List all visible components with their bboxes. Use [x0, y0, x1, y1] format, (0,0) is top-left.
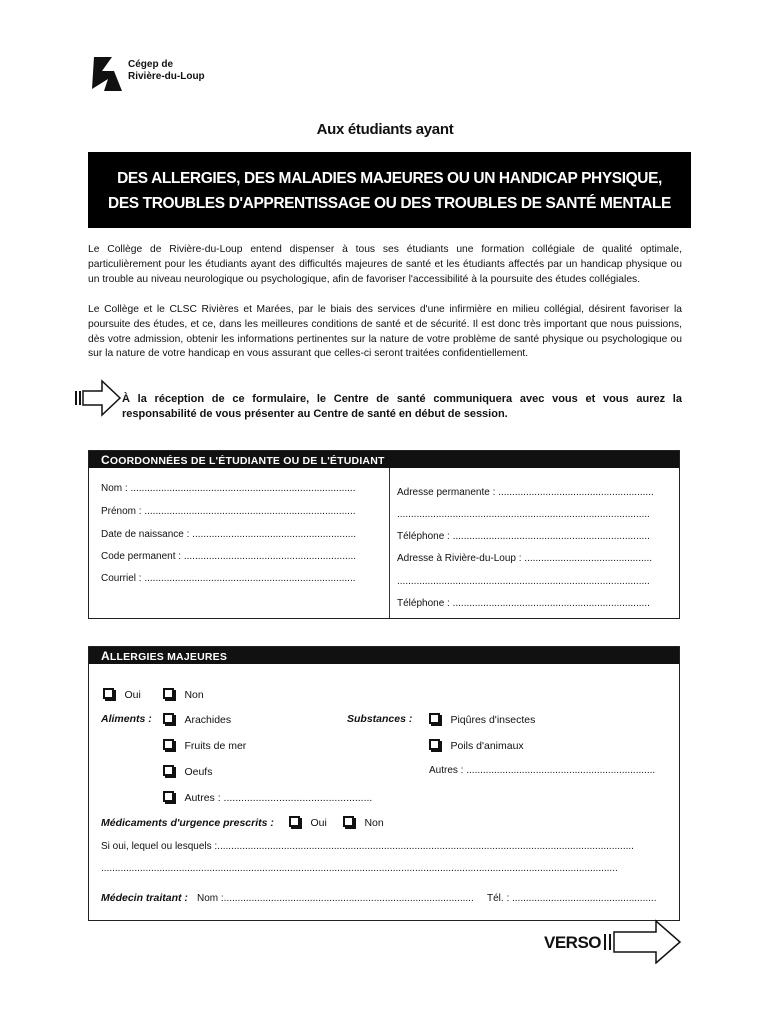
field-medecin-nom[interactable]: Nom :..........................................................................................: [197, 893, 474, 904]
aliment-fruits-de-mer[interactable]: [163, 736, 246, 754]
checkbox-aliments-autres[interactable]: [163, 791, 174, 802]
verso-label: VERSO: [544, 933, 602, 952]
checkbox-fruits-de-mer[interactable]: [163, 739, 174, 750]
allergies-header: [89, 647, 679, 664]
title-banner: [88, 152, 691, 228]
aliment-arachides[interactable]: [163, 710, 231, 728]
fruits-de-mer-label: Fruits de mer: [184, 740, 247, 752]
verso-arrow-icon: [600, 918, 682, 964]
field-date-naissance[interactable]: Date de naissance : ...........................................................: [101, 529, 357, 540]
field-si-oui-lesquels[interactable]: Si oui, lequel ou lesquels :......................................................................................................................................................: [101, 841, 634, 852]
column-divider: [389, 468, 390, 618]
coordinates-header-text: OORDONNÉES DE L'ÉTUDIANTE OU DE L'ÉTUDIANT: [109, 455, 385, 467]
checkbox-oeufs[interactable]: [163, 765, 174, 776]
field-adresse-rdl-line2[interactable]: ...........................................................................................: [397, 576, 650, 587]
checkbox-arachides[interactable]: [163, 713, 174, 724]
banner-line1: DES ALLERGIES, DES MALADIES MAJEURES OU UN HANDICAP PHYSIQUE,: [117, 170, 662, 187]
non-label: Non: [184, 689, 204, 701]
checkbox-piqures[interactable]: [429, 713, 440, 724]
oui-label: Oui: [124, 689, 141, 701]
medicaments-label: Médicaments d'urgence prescrits :: [101, 817, 274, 829]
substance-poils[interactable]: [429, 736, 524, 754]
college-name-line1: Cégep de: [128, 59, 174, 70]
field-substances-autres[interactable]: Autres : ....................................................................: [429, 765, 656, 776]
field-courriel[interactable]: Courriel : ............................................................................: [101, 573, 356, 584]
medecin-label: Médecin traitant :: [101, 892, 188, 904]
field-telephone-rdl[interactable]: Téléphone : .......................................................................: [397, 598, 650, 609]
college-logo-icon: [90, 55, 126, 93]
oeufs-label: Oeufs: [184, 766, 213, 778]
field-adresse-rdl[interactable]: Adresse à Rivière-du-Loup : ..............................................: [397, 553, 653, 564]
page-subtitle: Aux étudiants ayant: [316, 121, 454, 138]
coordinates-header: [89, 451, 679, 468]
aliment-oeufs[interactable]: [163, 762, 212, 780]
allergies-header-cap: A: [101, 649, 110, 663]
allergy-non-option[interactable]: [163, 685, 204, 703]
medicaments-oui-option[interactable]: [289, 813, 327, 831]
checkbox-medic-oui[interactable]: [289, 816, 300, 827]
aliments-autres-label: Autres : ...................................................: [184, 792, 373, 804]
allergies-header-text: LLERGIES MAJEURES: [109, 651, 228, 663]
poils-label: Poils d'animaux: [450, 740, 524, 752]
substances-label: Substances :: [347, 713, 413, 725]
field-adresse-permanente[interactable]: Adresse permanente : ........................................................: [397, 487, 654, 498]
checkbox-non[interactable]: [163, 688, 174, 699]
field-nom[interactable]: Nom : .................................................................................: [101, 483, 356, 494]
college-name: [128, 59, 205, 83]
substance-piqures[interactable]: [429, 710, 535, 728]
arrow-right-icon: [74, 378, 122, 418]
piqures-label: Piqûres d'insectes: [450, 714, 536, 726]
field-prenom[interactable]: Prénom : ............................................................................: [101, 506, 356, 517]
coordinates-header-cap: C: [101, 453, 110, 467]
banner-line2: DES TROUBLES D'APPRENTISSAGE OU DES TROUBLES DE SANTÉ MENTALE: [108, 195, 671, 212]
allergies-section: [88, 646, 680, 921]
checkbox-medic-non[interactable]: [343, 816, 354, 827]
field-code-permanent[interactable]: Code permanent : ..............................................................: [101, 551, 357, 562]
aliment-autres[interactable]: [163, 788, 372, 806]
notice-text: À la réception de ce formulaire, le Centre de santé communiquera avec vous et vous aurez la responsabilité de vous présenter au Centre de santé en début de session.: [122, 393, 682, 420]
field-telephone-permanent[interactable]: Téléphone : .......................................................................: [397, 531, 650, 542]
medicaments-non-option[interactable]: [343, 813, 384, 831]
checkbox-oui[interactable]: [103, 688, 114, 699]
intro-paragraph: Le Collège de Rivière-du-Loup entend dispenser à tous ses étudiants une formation collégiale de qualité optimale, particulièrement pour les étudiants ayant des difficultés majeures de santé et les étudiants affectés par un handicap physique ou un trouble au niveau neurologique ou psychologique, afin de favoriser l'accessibilité à la poursuite des études collégiales.: [88, 244, 682, 285]
college-logo: [90, 55, 220, 100]
confidentiality-paragraph: Le Collège et le CLSC Rivières et Marées, par le biais des services d'une infirmière en milieu collégial, désirent favoriser la poursuite des études, et ce, dans les meilleures conditions de santé et de sécurité. Il est donc très important que nous puissions, dès votre admission, obtenir les informations pertinentes sur la nature de votre problème de santé physique ou psychologique ou sur la nature de votre handicap en vous assurant que celles-ci seront traitées confidentiellement.: [88, 304, 682, 360]
medic-non-label: Non: [364, 817, 384, 829]
allergy-oui-option[interactable]: [103, 685, 141, 703]
arachides-label: Arachides: [184, 714, 232, 726]
field-medecin-tel[interactable]: Tél. : ....................................................: [487, 893, 657, 904]
medic-oui-label: Oui: [310, 817, 327, 829]
coordinates-section: [88, 450, 680, 619]
college-name-line2: Rivière-du-Loup: [128, 71, 205, 82]
checkbox-poils[interactable]: [429, 739, 440, 750]
field-si-oui-line2[interactable]: ..........................................................................................................................................................................................: [101, 863, 618, 874]
aliments-label: Aliments :: [101, 713, 152, 725]
field-adresse-permanente-line2[interactable]: ...........................................................................................: [397, 509, 650, 520]
